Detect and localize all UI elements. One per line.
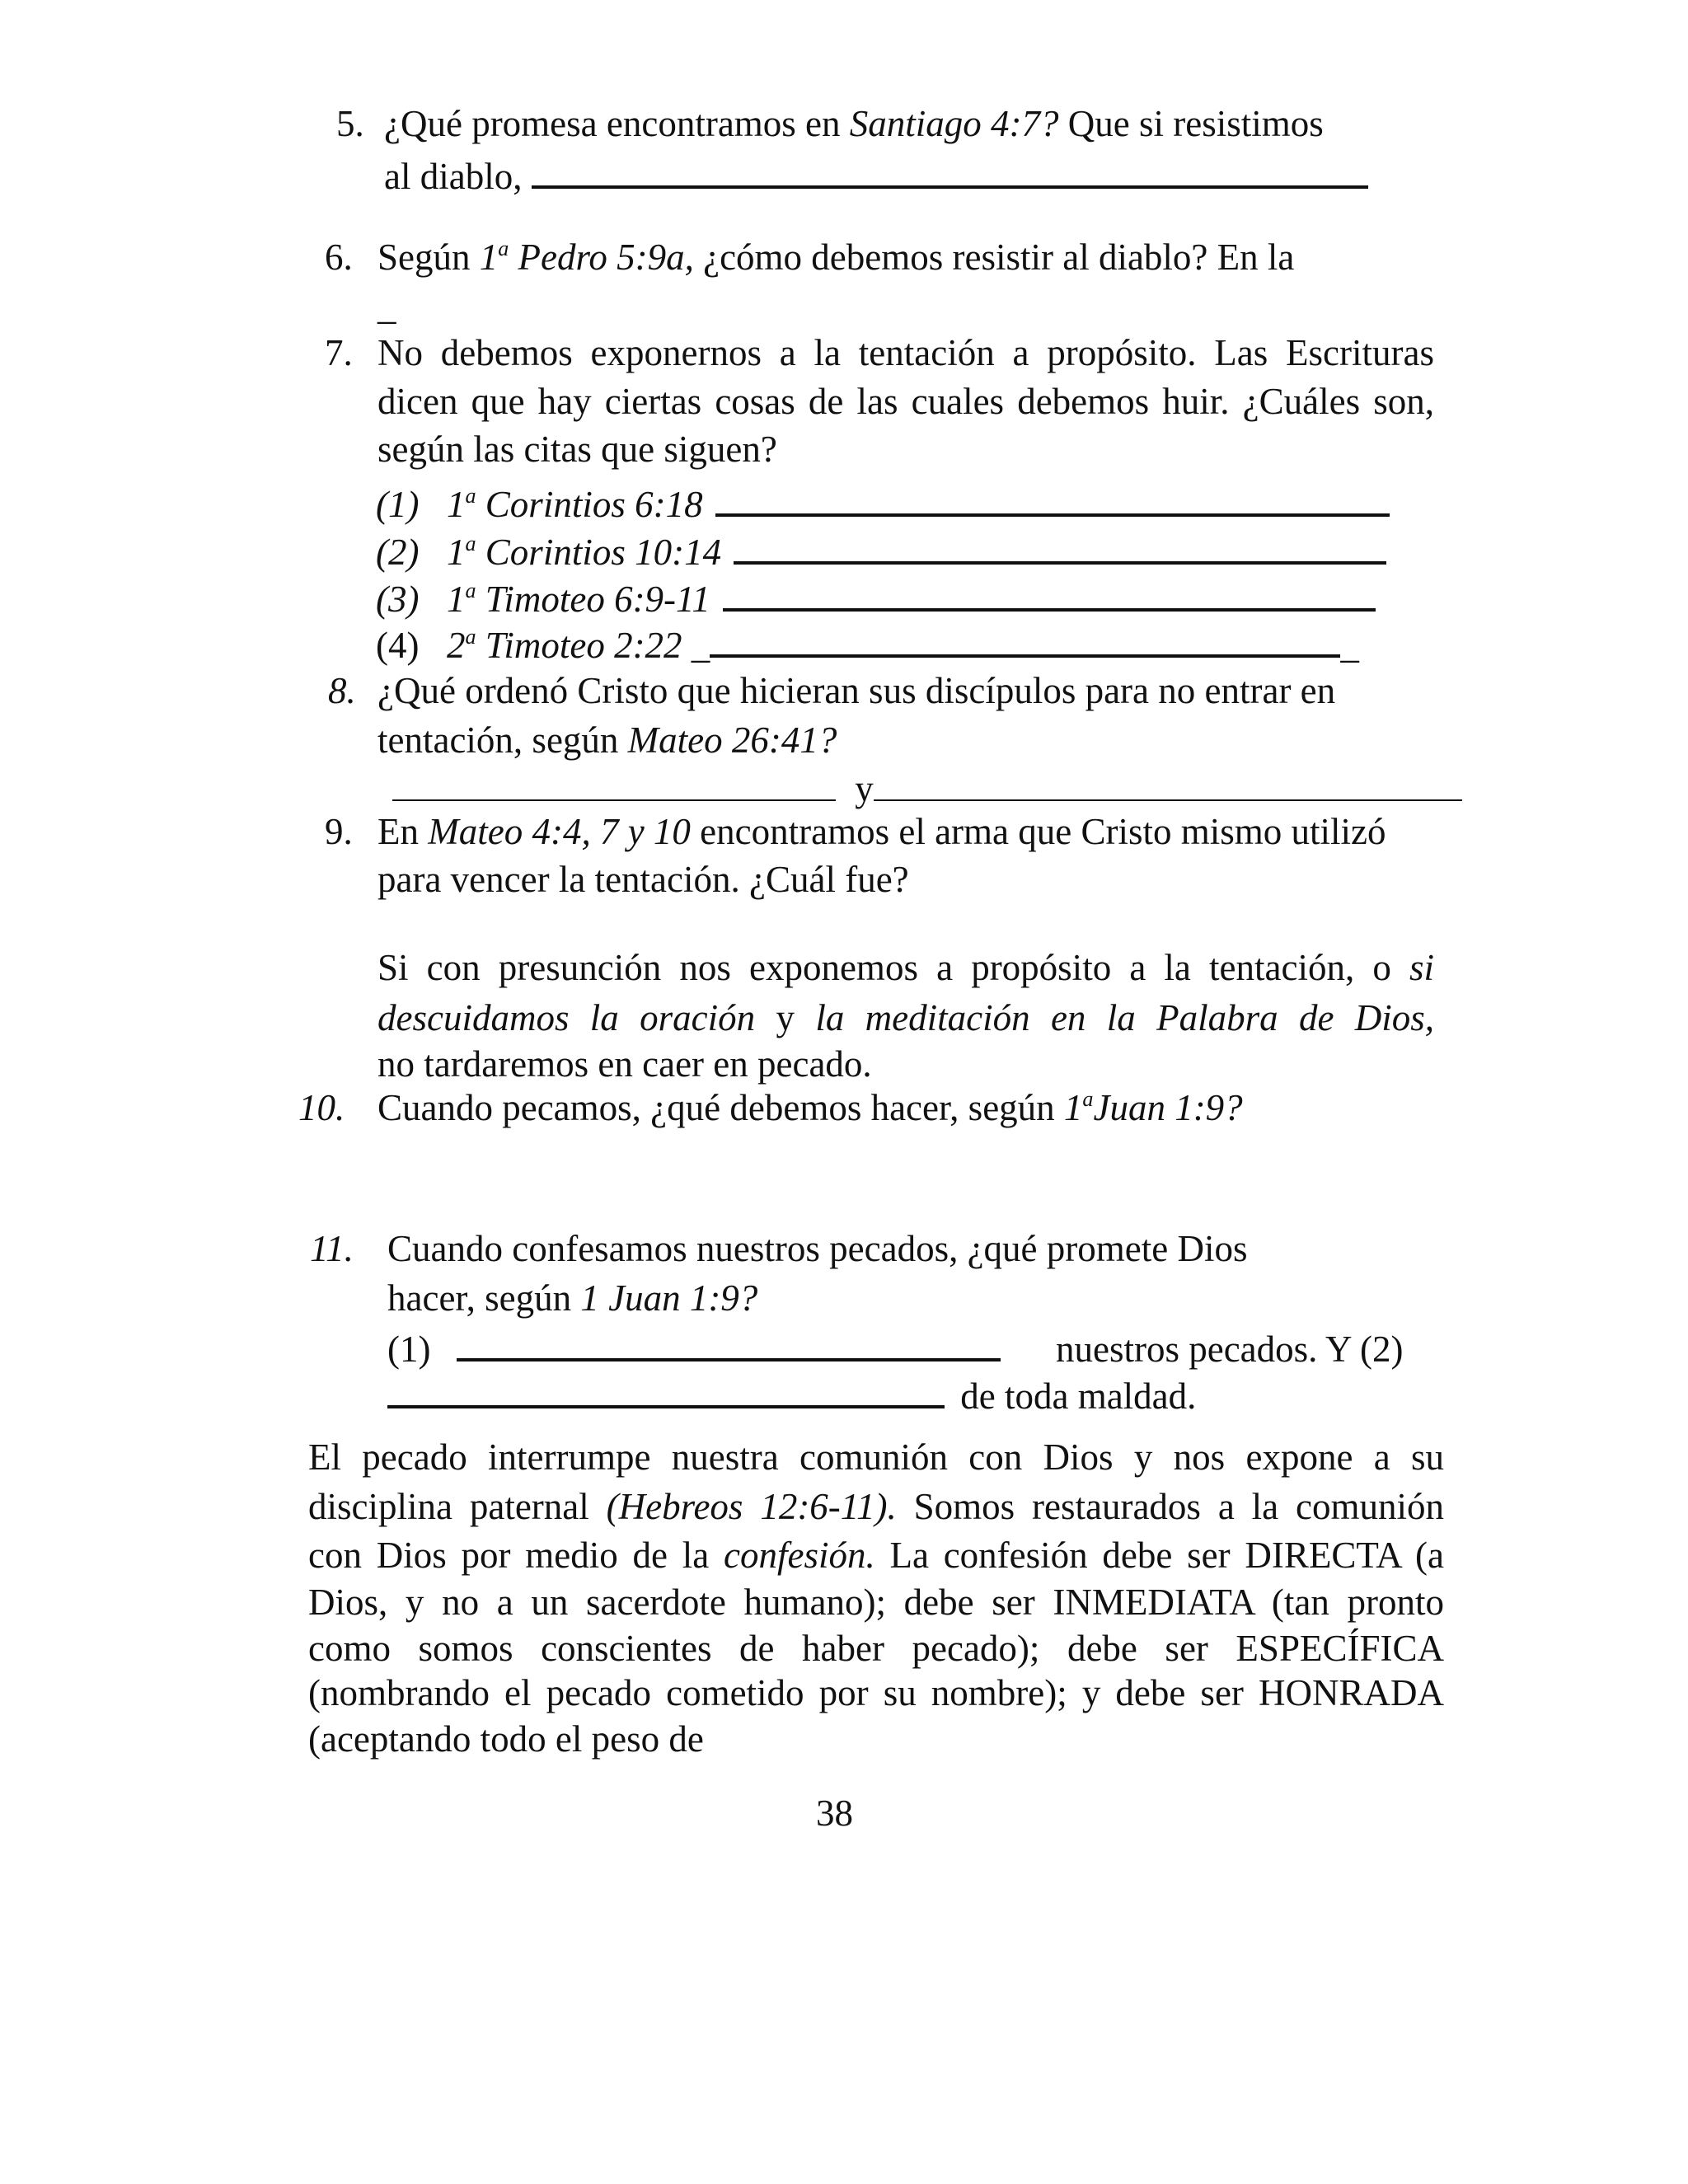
answer-line [387, 1376, 1196, 1415]
note-line [377, 949, 1434, 987]
bible-reference: Pedro 5:9a, [518, 237, 694, 278]
paragraph-text: La confesión debe ser DIRECTA (a [889, 1535, 1444, 1576]
item-label: (4) [376, 625, 420, 666]
item-label: (3) [376, 579, 420, 620]
ordinal-superscript: a [465, 625, 476, 649]
item-label: (1) [376, 484, 420, 525]
conjunction: y [855, 768, 874, 809]
bible-reference: Juan 1:9? [1093, 1087, 1243, 1128]
question-text-end: Que si resistimos [1067, 103, 1324, 144]
paragraph-text: con Dios por medio de la [308, 1535, 710, 1576]
bible-reference: Corintios 6:18 [485, 484, 703, 525]
question-text-line: según las citas que siguen? [377, 429, 777, 470]
note-text: Si con presunción nos exponemos a propósito a la tentación, o [377, 947, 1391, 988]
bible-book-number: 2 [447, 625, 466, 666]
paragraph-line: como somos conscientes de haber pecado); debe ser ESPECÍFICA [308, 1628, 1444, 1669]
answer-blank[interactable] [710, 625, 1340, 658]
question-number: 9. [325, 811, 353, 852]
note-emphasis: la meditación en la Palabra de Dios, [815, 997, 1435, 1038]
question-text-line: No debemos exponernos a la tentación a propósito. Las Escrituras [377, 332, 1434, 373]
ordinal-superscript: a [465, 484, 476, 509]
bible-reference: Santiago 4:7? [849, 103, 1059, 144]
answer-blank[interactable] [715, 484, 1390, 517]
item-label: (1) [387, 1329, 431, 1370]
question-text [377, 239, 1294, 276]
answer-line [392, 770, 1462, 808]
bible-reference: (Hebreos 12:6-11). [606, 1486, 897, 1527]
paragraph-line: (aceptando todo el peso de [308, 1718, 704, 1760]
reference-item [376, 532, 1386, 571]
ordinal-superscript: a [465, 532, 476, 556]
bible-reference: Timoteo 2:22 _ [485, 625, 710, 666]
item-label: (2) [376, 532, 420, 573]
question-text-start: ¿Qué promesa encontramos en [384, 103, 841, 144]
paragraph-line [308, 1537, 1444, 1574]
paragraph-line: Dios, y no a un sacerdote humano); debe ser INMEDIATA (tan pronto [308, 1582, 1444, 1623]
trailing-underscore: _ [1340, 625, 1359, 666]
bible-book-number: 1 [447, 579, 466, 620]
bible-reference: Mateo 26:41? [627, 719, 837, 761]
paragraph-emphasis: confesión. [724, 1535, 875, 1576]
note-text: y [776, 997, 795, 1038]
answer-blank-2[interactable] [387, 1376, 945, 1408]
answer-blank[interactable] [532, 156, 1368, 189]
question-text-start: hacer, según [387, 1277, 572, 1319]
question-number: 6. [325, 237, 353, 278]
answer-blank-1[interactable] [457, 1329, 1001, 1361]
reference-item [376, 625, 1359, 664]
answer-blank[interactable] [734, 532, 1386, 565]
paragraph-text: Somos restaurados a la comunión [913, 1486, 1445, 1527]
answer-text: de toda maldad. [960, 1376, 1197, 1417]
question-text-line: ¿Qué ordenó Cristo que hicieran sus discípulos para no entrar en [377, 670, 1336, 711]
question-text-line: dicen que hay ciertas cosas de las cuales debemos huir. ¿Cuáles son, [377, 381, 1434, 422]
question-text-start: tentación, según [377, 719, 619, 761]
note-line [377, 997, 1435, 1038]
question-number: 5. [336, 103, 364, 144]
bible-book-number: 1 [1063, 1087, 1083, 1128]
reference-item [376, 579, 1376, 618]
bible-reference: Mateo 4:4, 7 y 10 [428, 811, 691, 852]
question-text-line: Cuando confesamos nuestros pecados, ¿qué promete Dios [387, 1228, 1248, 1269]
question-text-start: En [377, 811, 419, 852]
bible-book-number: 1 [447, 532, 466, 573]
question-number: 11. [310, 1228, 354, 1269]
question-text-line: para vencer la tentación. ¿Cuál fue? [377, 859, 909, 900]
bible-reference: Timoteo 6:9-11 [485, 579, 710, 620]
page-number: 38 [816, 1793, 853, 1834]
bible-book-number: 1 [447, 484, 466, 525]
bible-reference: 1 Juan 1:9? [580, 1277, 758, 1319]
question-text [377, 813, 1386, 851]
answer-text: nuestros pecados. Y (2) [1055, 1329, 1404, 1370]
question-number: 10. [298, 1087, 345, 1128]
question-text [377, 1087, 1243, 1128]
paragraph-line: El pecado interrumpe nuestra comunión con Dios y nos expone a su [308, 1436, 1444, 1478]
ordinal-superscript: a [498, 237, 509, 261]
answer-line [384, 156, 1368, 195]
reference-item [376, 484, 1390, 523]
answer-blank-1[interactable] [392, 770, 836, 801]
note-line: no tardaremos en caer en pecado. [377, 1043, 872, 1085]
answer-prompt: al diablo, [384, 156, 523, 197]
paragraph-line: (nombrando el pecado cometido por su nombre); y debe ser HONRADA [308, 1672, 1444, 1713]
question-text [384, 105, 1324, 143]
question-text-start: Según [377, 237, 471, 278]
bible-book-number: 1 [479, 237, 499, 278]
answer-blank-2[interactable] [874, 770, 1462, 801]
question-number: 8. [328, 670, 356, 711]
ordinal-superscript: a [465, 579, 476, 603]
note-emphasis: descuidamos la oración [377, 997, 756, 1038]
bible-reference: Corintios 10:14 [485, 532, 722, 573]
note-emphasis: si [1409, 947, 1435, 988]
ordinal-superscript: a [1082, 1087, 1094, 1112]
question-text-start: Cuando pecamos, ¿qué debemos hacer, según [377, 1087, 1055, 1128]
question-number: 7. [325, 332, 353, 373]
answer-blank[interactable] [723, 579, 1376, 612]
paragraph-line [308, 1488, 1444, 1526]
question-text-end: ¿cómo debemos resistir al diablo? En la [703, 237, 1295, 278]
question-text-line [377, 719, 837, 761]
answer-line [387, 1329, 1404, 1368]
paragraph-text: disciplina paternal [308, 1486, 589, 1527]
stray-underscore: _ [377, 286, 396, 327]
question-text-line [387, 1277, 758, 1319]
question-text-end: encontramos el arma que Cristo mismo utilizó [700, 811, 1386, 852]
